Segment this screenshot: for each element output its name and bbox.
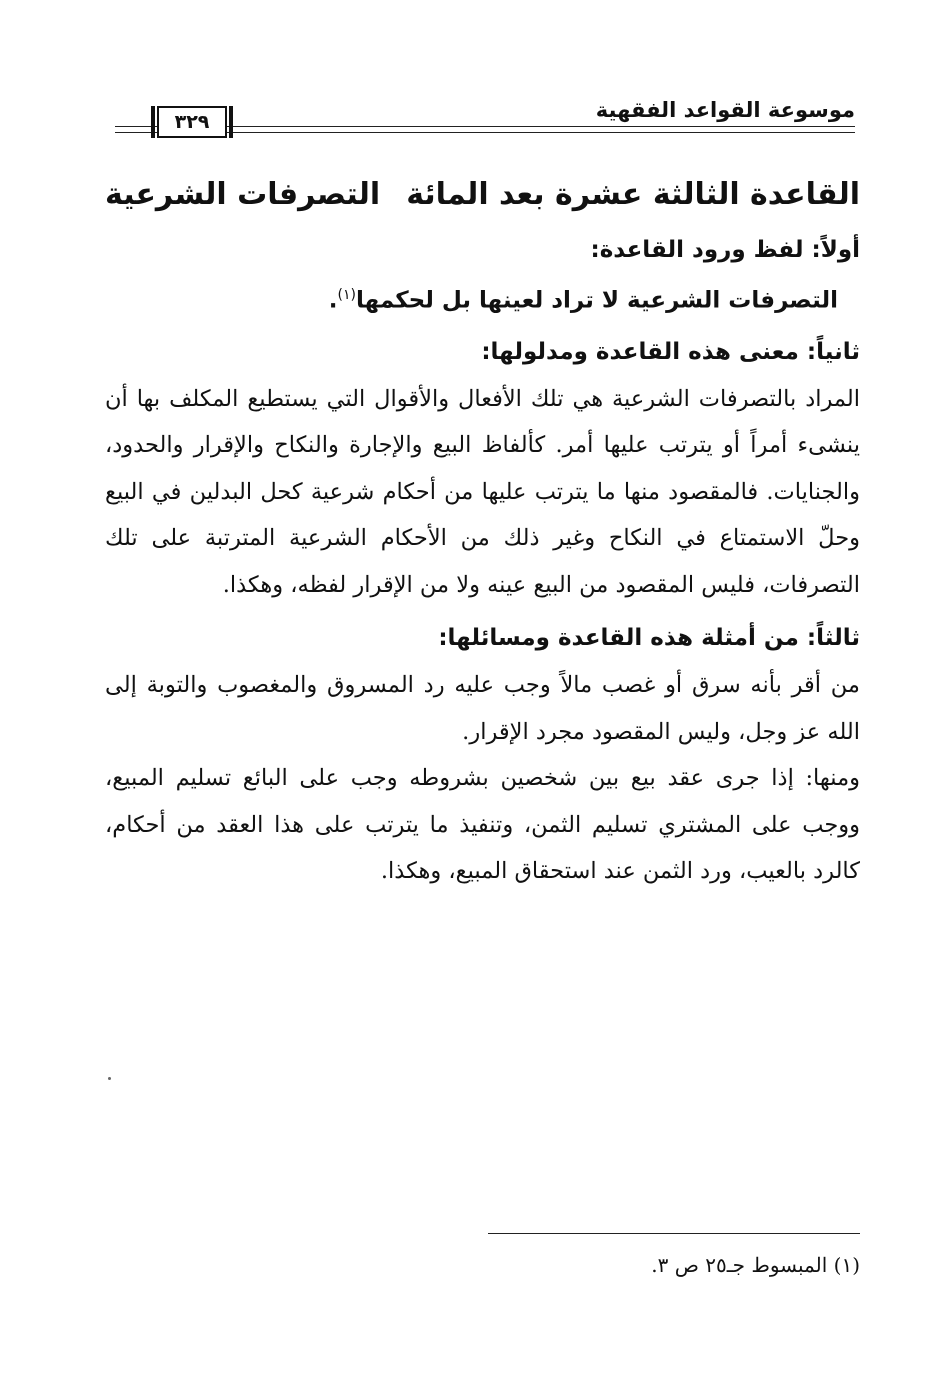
section-heading-examples: ثالثاً: من أمثلة هذه القاعدة ومسائلها: xyxy=(438,625,860,652)
rule-wording-end: . xyxy=(328,287,338,314)
rule-title xyxy=(105,170,860,220)
meaning-paragraph: المراد بالتصرفات الشرعية هي تلك الأفعال والأقوال التي يستطيع المكلف بها أن ينشىء أمراً أو يترتب عليها أمر. كألفاظ البيع والإجارة والنكاح والإقرار والحدود، والجنايات. فالمقصود منها ما يترتب عليها من أحكام شرعية كحل البدلين في البيع وحلّ الاستمتاع في النكاح وغير ذلك من الأحكام الشرعية المترتبة على تلك التصرفات، فليس المقصود من البيع عينه ولا من الإقرار لفظه، وهكذا. xyxy=(105,385,860,598)
page-body xyxy=(105,170,860,895)
rule-number-title: القاعدة الثالثة عشرة بعد المائة xyxy=(406,177,860,212)
book-title: موسوعة القواعد الفقهية xyxy=(595,98,855,122)
section-heading-wording: أولاً: لفظ ورود القاعدة: xyxy=(590,237,860,263)
page-header xyxy=(115,96,855,142)
footnote-separator xyxy=(488,1233,860,1234)
rule-wording-text: التصرفات الشرعية لا تراد لعينها بل لحكمها xyxy=(356,287,838,314)
rule-wording xyxy=(105,274,860,322)
example-paragraph-1: من أقر بأنه سرق أو غصب مالاً وجب عليه رد المسروق والمغصوب والتوبة إلى الله عز وجل، وليس المقصود مجرد الإقرار. xyxy=(105,672,860,745)
footnote: (١) المبسوط جـ٢٥ ص ٣. xyxy=(651,1253,860,1277)
section-heading-meaning: ثانياً: معنى هذه القاعدة ومدلولها: xyxy=(481,338,860,365)
example-paragraph-2: ومنها: إذا جرى عقد بيع بين شخصين بشروطه وجب على البائع تسليم المبيع، ووجب على المشتري تسليم الثمن، وتنفيذ ما يترتب على هذا العقد من أحكام، كالرد بالعيب، ورد الثمن عند استحقاق المبيع، وهكذا. xyxy=(105,765,860,885)
rule-name-title: التصرفات الشرعية xyxy=(105,177,381,212)
footnote-ref: (١) xyxy=(337,287,357,303)
speck xyxy=(108,1077,111,1080)
page-number: ٣٢٩ xyxy=(157,106,227,138)
